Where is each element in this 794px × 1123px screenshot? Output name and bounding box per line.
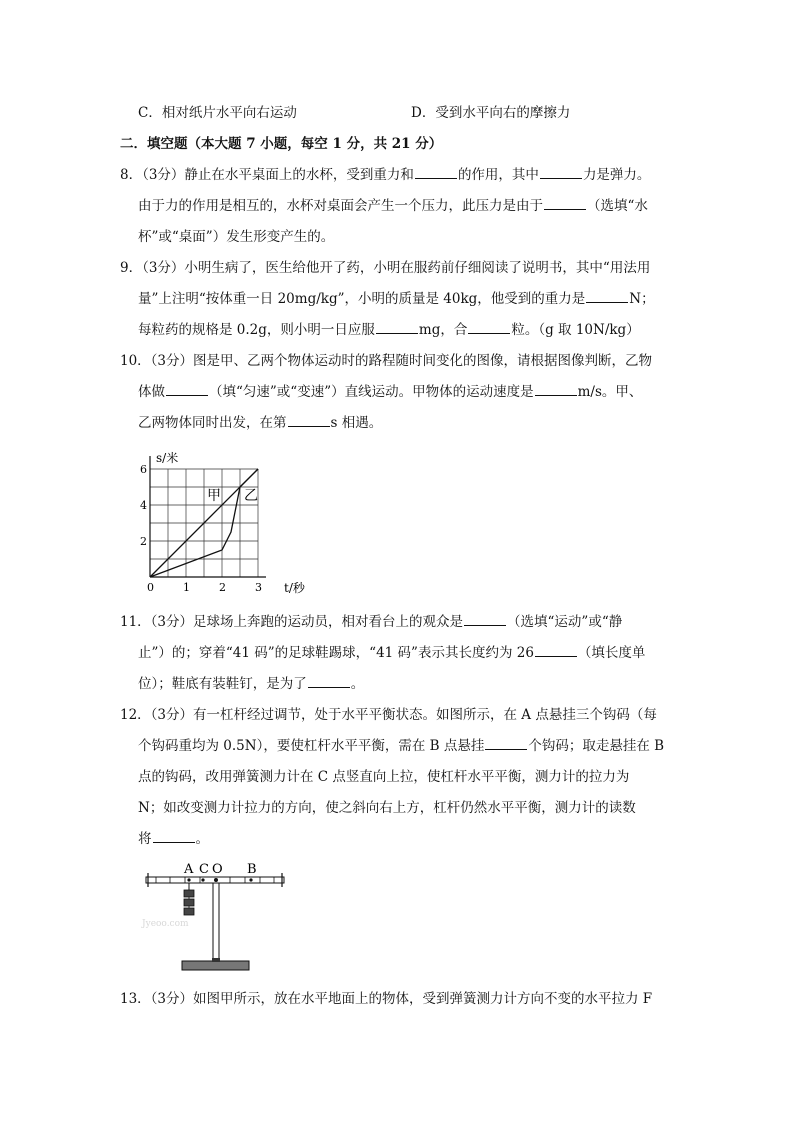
- q13-line-1: 13．（3分）如图甲所示，放在水平地面上的物体，受到弹簧测力计方向不变的水平拉力 F: [120, 991, 653, 1007]
- y-tick-label: 6: [140, 463, 147, 476]
- x-tick-label: 0: [147, 581, 154, 594]
- option-d: D．受到水平向右的摩擦力: [411, 105, 571, 121]
- answer-blank[interactable]: [535, 383, 577, 396]
- q10-line-3: 乙两物体同时出发，在第 s 相遇。: [138, 415, 383, 431]
- x-axis-label: t/秒: [284, 581, 305, 595]
- y-tick-label: 2: [140, 535, 147, 548]
- stand-pole: [213, 883, 219, 961]
- x-tick-label: 2: [219, 581, 226, 594]
- q12-line-1: 12．（3分）有一杠杆经过调节，处于水平平衡状态。如图所示，在 A 点悬挂三个钩码（每: [120, 707, 657, 723]
- answer-blank[interactable]: [153, 830, 195, 843]
- hook-weights: [184, 890, 194, 915]
- series-label-yi: 乙: [244, 488, 258, 504]
- point-label-c: C: [199, 862, 209, 877]
- pivot-o: [214, 878, 218, 882]
- q11-line-2: 止”）的；穿着“41 码”的足球鞋踢球，“41 码”表示其长度约为 26 （填长度单: [138, 645, 646, 661]
- q11-line-1: 11．（3分）足球场上奔跑的运动员，相对看台上的观众是 （选填“运动”或“静: [120, 614, 623, 630]
- answer-blank[interactable]: [468, 321, 510, 334]
- q9-line-3: 每粒药的规格是 0.2g，则小明一日应服 mg，合 粒。（g 取 10N/kg）: [138, 322, 640, 338]
- q8-line-2: 由于力的作用是相互的，水杯对桌面会产生一个压力，此压力是由于 （选填“水: [138, 198, 648, 214]
- q8-line-3: 杯”或“桌面”）发生形变产生的。: [138, 229, 335, 245]
- point-b-dot: [249, 878, 252, 881]
- q8-line-1: 8．（3分）静止在水平桌面上的水杯，受到重力和 的作用，其中 力是弹力。: [120, 167, 651, 183]
- option-c: C．相对纸片水平向右运动: [138, 105, 297, 121]
- lever-figure: [140, 856, 300, 976]
- q11-line-3: 位）；鞋底有装鞋钉，是为了 。: [138, 676, 365, 692]
- answer-blank[interactable]: [485, 737, 527, 750]
- section-heading: 二．填空题（本大题 7 小题，每空 1 分，共 21 分）: [120, 136, 443, 152]
- answer-blank[interactable]: [308, 675, 350, 688]
- answer-blank[interactable]: [540, 166, 582, 179]
- answer-blank[interactable]: [288, 414, 330, 427]
- answer-blank[interactable]: [166, 383, 208, 396]
- st-graph: [138, 448, 318, 598]
- q12-line-5: 将 。: [138, 831, 209, 847]
- answer-blank[interactable]: [544, 197, 586, 210]
- answer-blank[interactable]: [586, 290, 628, 303]
- answer-blank[interactable]: [376, 321, 418, 334]
- point-label-a: A: [184, 862, 194, 877]
- q10-line-2: 体做 （填“匀速”或“变速”）直线运动。甲物体的运动速度是 m/s。甲、: [138, 384, 643, 400]
- y-axis-label: s/米: [156, 451, 179, 465]
- q9-line-1: 9．（3分）小明生病了，医生给他开了药，小明在服药前仔细阅读了说明书，其中“用法用: [120, 260, 651, 276]
- point-label-o: O: [212, 862, 223, 877]
- answer-blank[interactable]: [415, 166, 457, 179]
- y-tick-label: 4: [140, 499, 147, 512]
- q12-line-2: 个钩码重均为 0.5N），要使杠杆水平平衡，需在 B 点悬挂 个钩码；取走悬挂在 B: [138, 738, 665, 754]
- point-c-dot: [201, 878, 204, 881]
- x-tick-label: 3: [255, 581, 262, 594]
- watermark: Jyeoo.com: [142, 919, 189, 929]
- answer-blank[interactable]: [535, 644, 577, 657]
- point-a-hook: [187, 878, 190, 881]
- answer-blank[interactable]: [464, 613, 506, 626]
- q10-line-1: 10．（3分）图是甲、乙两个物体运动时的路程随时间变化的图像，请根据图像判断，乙物: [120, 353, 653, 369]
- stand-base-joint: [212, 958, 220, 962]
- q9-line-2: 量”上注明“按体重一日 20mg/kg”，小明的质量是 40kg，他受到的重力是 N；: [138, 291, 655, 307]
- q12-line-3: 点的钩码，改用弹簧测力计在 C 点竖直向上拉，使杠杆水平平衡，测力计的拉力为: [138, 769, 630, 785]
- x-tick-label: 1: [183, 581, 190, 594]
- stand-base: [182, 961, 249, 970]
- series-label-jia: 甲: [207, 488, 221, 504]
- point-label-b: B: [247, 862, 257, 877]
- q12-line-4: N；如改变测力计拉力的方向，使之斜向右上方，杠杆仍然水平平衡，测力计的读数: [138, 800, 636, 816]
